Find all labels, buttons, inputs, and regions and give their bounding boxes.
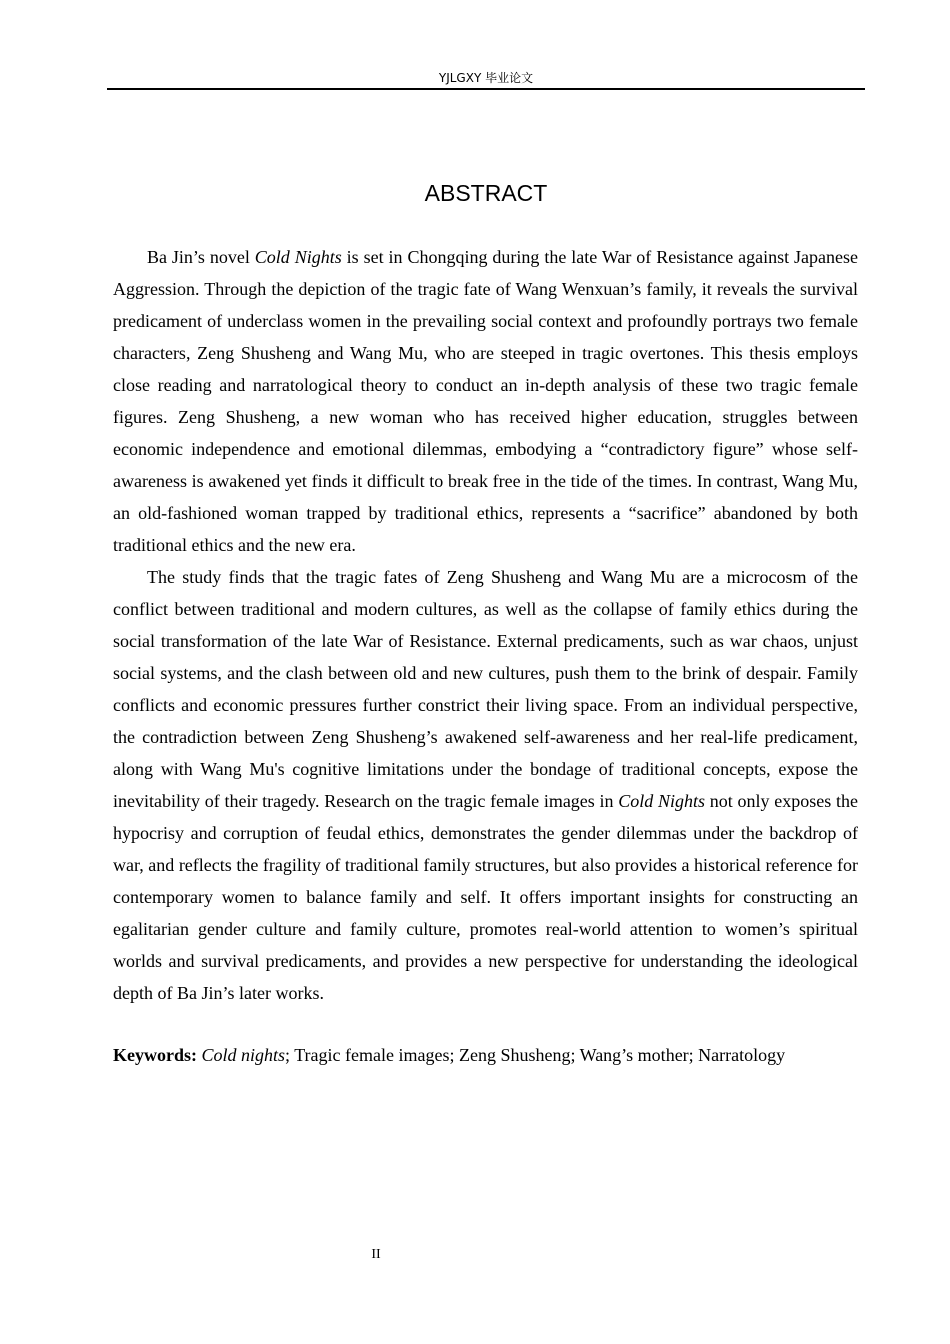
abstract-title: ABSTRACT	[424, 180, 548, 206]
paragraph-1-text-a: Ba Jin’s novel	[147, 247, 255, 267]
abstract-paragraph-1	[113, 241, 858, 561]
book-title-italic: Cold Nights	[254, 247, 342, 267]
keywords-list: ; Tragic female images; Zeng Shusheng; Wang’s mother; Narratology	[285, 1045, 786, 1065]
book-title-italic: Cold Nights	[618, 791, 706, 811]
keywords-line	[113, 1039, 858, 1071]
page-header: YJLGXY 毕业论文	[438, 71, 534, 85]
header-rule	[107, 88, 865, 90]
keywords-label: Keywords:	[113, 1045, 197, 1065]
paragraph-2-text-b: not only exposes the hypocrisy and corruption of feudal ethics, demonstrates the gender dilemmas under the backdrop of war, and reflects the fragility of traditional family structures, but also provides a historical reference for contemporary women to balance family and self. It offers important insights for constructing an egalitarian gender culture and family culture, promotes real-world attention to women’s spiritual worlds and survival predicaments, and provides a new perspective for understanding the ideological depth of Ba Jin’s later works.	[113, 791, 858, 1003]
abstract-paragraph-2	[113, 561, 858, 1009]
paragraph-1-text-b: is set in Chongqing during the late War of Resistance against Japanese Aggression. Through the depiction of the tragic fate of Wang Wenxuan’s family, it reveals the survival predicament of underclass women in the prevailing social context and profoundly portrays two female characters, Zeng Shusheng and Wang Mu, who are steeped in tragic overtones. This thesis employs close reading and narratological theory to conduct an in-depth analysis of these two tragic female figures. Zeng Shusheng, a new woman who has received higher education, struggles between economic independence and emotional dilemmas, embodying a “contradictory figure” whose self-awareness is awakened yet finds it difficult to break free in the tide of the times. In contrast, Wang Mu, an old-fashioned woman trapped by traditional ethics, represents a “sacrifice” abandoned by both traditional ethics and the new era.	[113, 247, 858, 555]
page-number: II	[371, 1247, 381, 1262]
paragraph-2-text-a: The study finds that the tragic fates of Zeng Shusheng and Wang Mu are a microcosm of the conflict between traditional and modern cultures, as well as the collapse of family ethics during the social transformation of the late War of Resistance. External predicaments, such as war chaos, unjust social systems, and the clash between old and new cultures, push them to the brink of despair. Family conflicts and economic pressures further constrict their living space. From an individual perspective, the contradiction between Zeng Shusheng’s awakened self-awareness and her real-life predicament, along with Wang Mu's cognitive limitations under the bondage of traditional concepts, expose the inevitability of their tragedy. Research on the tragic female images in	[113, 567, 858, 811]
keyword-cold-nights: Cold nights	[201, 1045, 286, 1065]
abstract-body	[113, 241, 858, 1009]
